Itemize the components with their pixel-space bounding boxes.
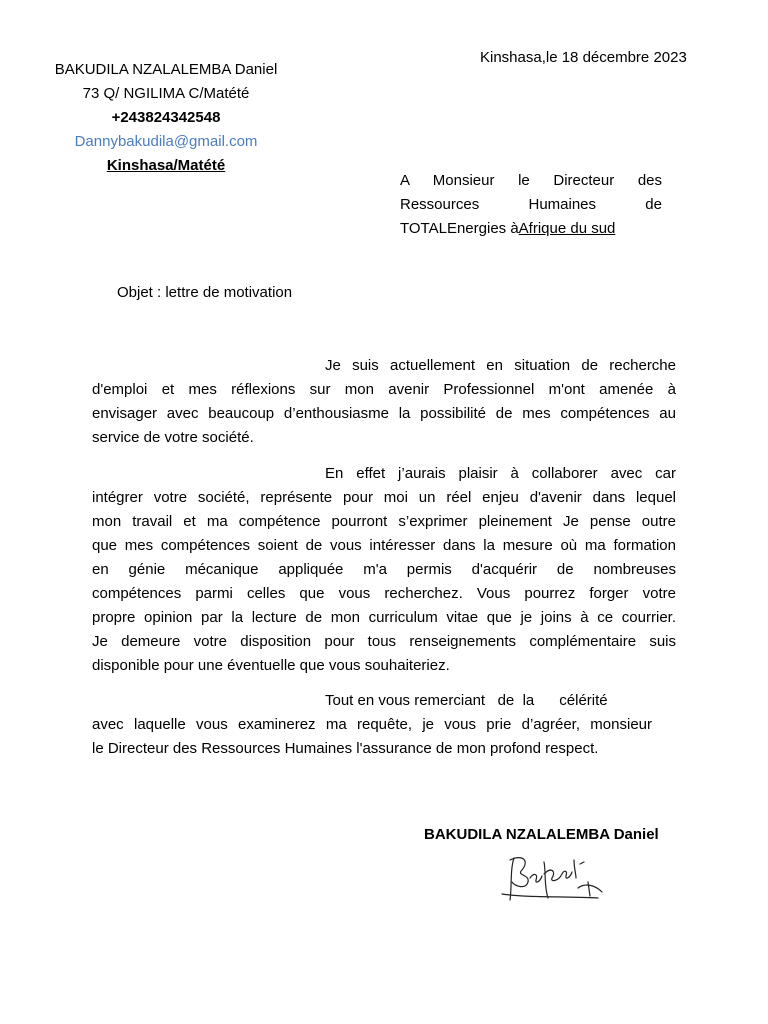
body-paragraph-3: [92, 689, 652, 761]
body-paragraph-2: [92, 462, 676, 678]
recipient-line-1: A Monsieur le Directeur des: [400, 172, 662, 189]
paragraph-line: Je suis actuellement en situation de recherche: [325, 357, 676, 374]
paragraph-line: mon travail et ma compétence pourront s’exprimer pleinement Je pense outre: [92, 513, 676, 530]
paragraph-line: envisager avec beaucoup d’enthousiasme la possibilité de mes compétences au: [92, 405, 676, 422]
recipient-company: TOTALEnergies à: [400, 220, 519, 237]
recipient-line-3: [400, 217, 662, 241]
recipient-place: Afrique du sud: [518, 220, 616, 237]
letter-date: Kinshasa,le 18 décembre 2023: [480, 49, 687, 66]
paragraph-line: compétences parmi celles que vous recherchez. Vous pourrez forger votre: [92, 585, 676, 602]
paragraph-line: que mes compétences soient de vous intéresser dans la mesure où ma formation: [92, 537, 676, 554]
paragraph-line: service de votre société.: [92, 429, 254, 446]
paragraph-line: Je demeure votre disposition pour tous renseignements complémentaire suis: [92, 633, 676, 650]
paragraph-line: Tout en vous remerciant de la célérité: [325, 692, 608, 709]
sender-name: BAKUDILA NZALALEMBA Daniel: [54, 61, 278, 78]
paragraph-line: d'emploi et mes réflexions sur mon avenir Professionnel m'ont amenée à: [92, 381, 676, 398]
paragraph-line: En effet j’aurais plaisir à collaborer avec car: [325, 465, 676, 482]
sender-city: Kinshasa/Matété: [106, 157, 226, 174]
recipient-block: [400, 169, 662, 241]
letter-subject: Objet : lettre de motivation: [117, 284, 293, 301]
paragraph-line: propre opinion par la lecture de mon curriculum vitae que je joins à ce courrier.: [92, 609, 676, 626]
paragraph-line: disponible pour une éventuelle que vous souhaiteriez.: [92, 657, 450, 674]
sender-address: 73 Q/ NGILIMA C/Matété: [82, 85, 250, 102]
recipient-line-2: Ressources Humaines de: [400, 196, 662, 213]
paragraph-line: en génie mécanique appliquée m'a permis d'acquérir de nombreuses: [92, 561, 676, 578]
sender-email[interactable]: Dannybakudila@gmail.com: [74, 133, 258, 150]
paragraph-line: le Directeur des Ressources Humaines l'assurance de mon profond respect.: [92, 740, 599, 757]
paragraph-line: avec laquelle vous examinerez ma requête, je vous prie d’agréer, monsieur: [92, 716, 652, 733]
closing-signer-name: BAKUDILA NZALALEMBA Daniel: [424, 826, 659, 843]
paragraph-line: intégrer votre société, représente pour moi un réel enjeu d'avenir dans lequel: [92, 489, 676, 506]
body-paragraph-1: [92, 354, 676, 450]
sender-phone: +243824342548: [111, 109, 221, 126]
sender-block: [40, 58, 292, 178]
handwritten-signature-icon: [500, 852, 610, 904]
